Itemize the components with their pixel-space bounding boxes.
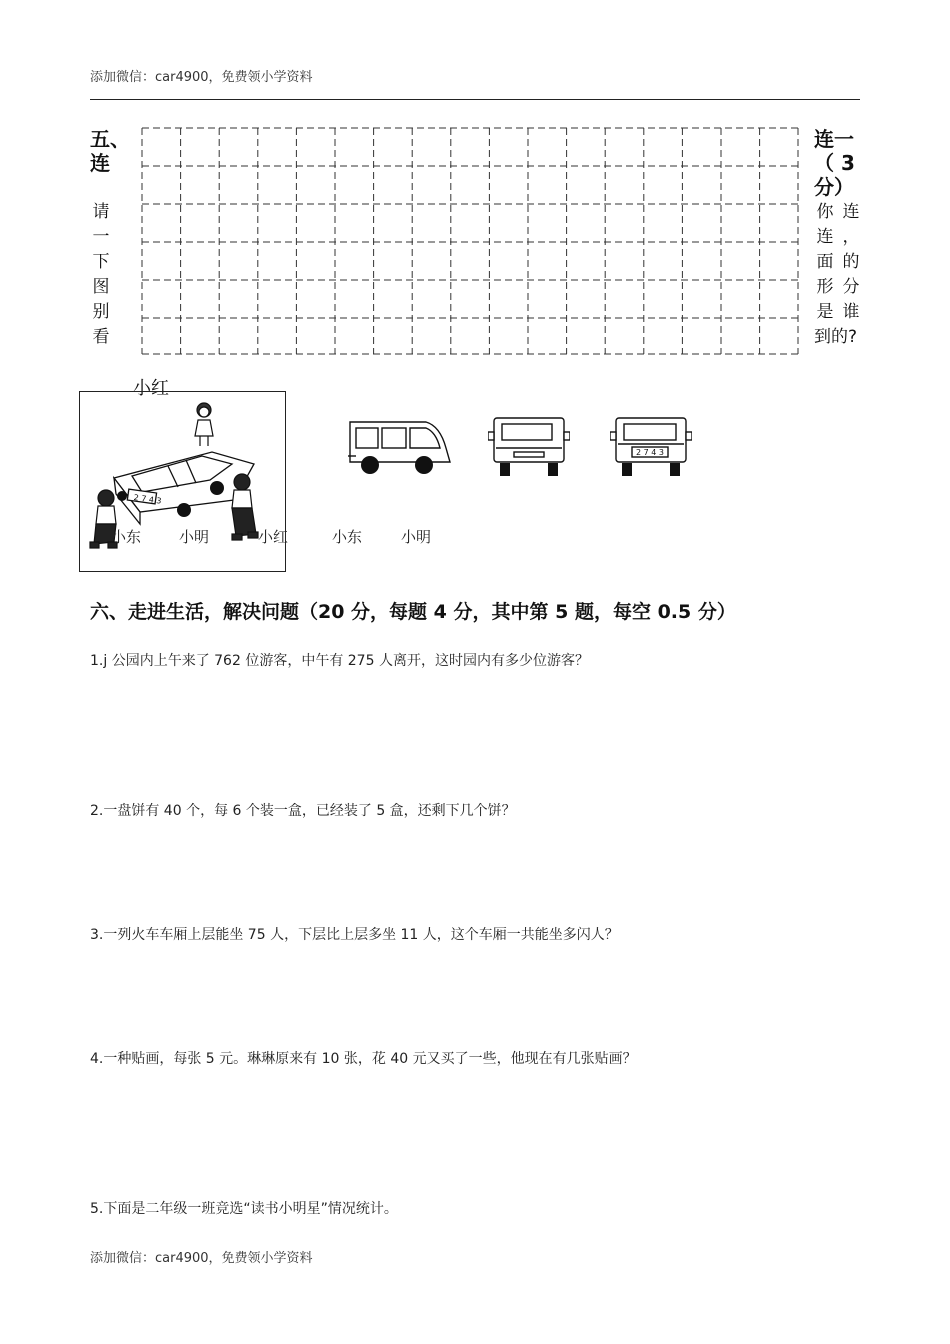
left-char: 请 [92, 202, 110, 222]
section5-title-line2: 连 [90, 151, 110, 175]
left-char: 一 [92, 227, 110, 247]
car-rear-view [610, 414, 692, 480]
left-char: 图 [92, 277, 110, 297]
view-label: 小红 [258, 528, 289, 546]
header-rule [90, 99, 860, 100]
question-2: 2.一盘饼有 40 个，每 6 个装一盒，已经装了 5 盒，还剩下几个饼？ [90, 803, 516, 819]
car-front-view [488, 414, 570, 480]
footer-note: 添加微信：car4900，免费领小学资料 [90, 1251, 313, 1266]
section5-title-line1: 五、 [90, 127, 130, 151]
car-plate-scene: 2 7 4 3 [133, 492, 163, 506]
van-side-view [346, 418, 454, 478]
section5-right-title-1: 连一 [814, 127, 854, 151]
right-char: 分 [842, 277, 860, 297]
view-label: 小东 [332, 528, 363, 546]
left-char: 看 [92, 327, 110, 347]
question-1: 1.j 公园内上午来了 762 位游客，中午有 275 人离开，这时园内有多少位游客？ [90, 653, 589, 669]
question-3: 3.一列火车车厢上层能坐 75 人，下层比上层多坐 11 人，这个车厢一共能坐多闪人？ [90, 927, 619, 943]
right-char: 连 [816, 227, 834, 247]
right-char: 连 [842, 202, 860, 222]
right-char: 你 [816, 202, 834, 222]
car-plate-rear: 2 7 4 3 [636, 448, 664, 457]
view-label: 小东 [111, 528, 142, 546]
section5-right-title-2: （ 3 [814, 151, 855, 175]
section5-right-title-3: 分） [814, 175, 854, 199]
question-4: 4.一种贴画，每张 5 元。琳琳原来有 10 张，花 40 元又买了一些，他现在有几张贴画？ [90, 1051, 637, 1067]
view-label: 小明 [401, 528, 432, 546]
right-char: 是 [816, 302, 834, 322]
right-char: 面 [816, 252, 834, 272]
left-char: 别 [92, 302, 110, 322]
question-5: 5.下面是二年级一班竞选“读书小明星”情况统计。 [90, 1201, 398, 1217]
right-char: 到的? [814, 327, 858, 347]
writing-grid [140, 126, 800, 356]
right-char: 形 [816, 277, 834, 297]
right-char: 的 [842, 252, 860, 272]
top-name-label: 小红 [133, 378, 169, 399]
view-label: 小明 [179, 528, 210, 546]
right-char: 谁 [842, 302, 860, 322]
section6-title: 六、走进生活，解决问题（20 分，每题 4 分，其中第 5 题，每空 0.5 分） [90, 601, 736, 623]
left-char: 下 [92, 252, 110, 272]
header-note: 添加微信：car4900，免费领小学资料 [90, 70, 313, 85]
right-char: ， [842, 227, 860, 247]
